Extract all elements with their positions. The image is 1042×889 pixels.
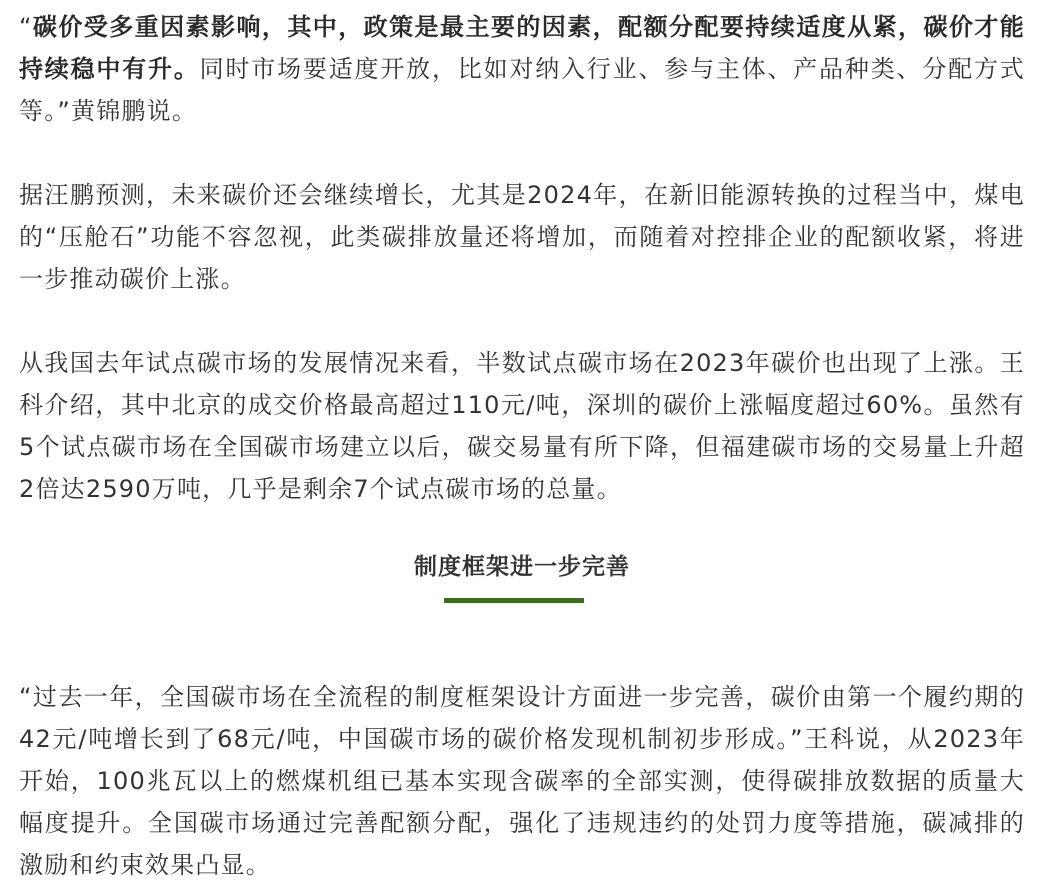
paragraph-rest-text: 同时市场要适度开放，比如对纳入行业、参与主体、产品种类、分配方式等。”黄锦鹏说。 [19,55,1025,125]
paragraph-national-market: “过去一年，全国碳市场在全流程的制度框架设计方面进一步完善，碳价由第一个履约期的42元/吨增长到了68元/吨，中国碳市场的碳价格发现机制初步形成。”王科说，从2023年开始，100兆瓦以上的燃煤机组已基本实现含碳率的全部实测，使得碳排放数据的质量大幅度提升。全国碳市场通过完善配额分配，强化了违规违约的处罚力度等措施，碳减排的激励和约束效果凸显。 [19,683,1025,879]
open-quote: “ [19,13,33,41]
heading-underline-rule [444,598,584,603]
bold-quote-text: 碳价受多重因素影响，其中，政策是最主要的因素，配额分配要持续适度从紧，碳价才能持续稳中有升。 [19,13,1025,83]
section-heading: 制度框架进一步完善 [414,554,630,580]
paragraph-pilot-markets: 从我国去年试点碳市场的发展情况来看，半数试点碳市场在2023年碳价也出现了上涨。王科介绍，其中北京的成交价格最高超过110元/吨，深圳的碳价上涨幅度超过60%。虽然有5个试点碳市场在全国碳市场建立以后，碳交易量有所下降，但福建碳市场的交易量上升超2倍达2590万吨，几乎是剩余7个试点碳市场的总量。 [19,349,1025,503]
paragraph-wang-peng-forecast: 据汪鹏预测，未来碳价还会继续增长，尤其是2024年，在新旧能源转换的过程当中，煤电的“压舱石”功能不容忽视，此类碳排放量还将增加，而随着对控排企业的配额收紧，将进一步推动碳价上涨。 [19,181,1025,293]
paragraph-quote-huang [19,6,1025,132]
